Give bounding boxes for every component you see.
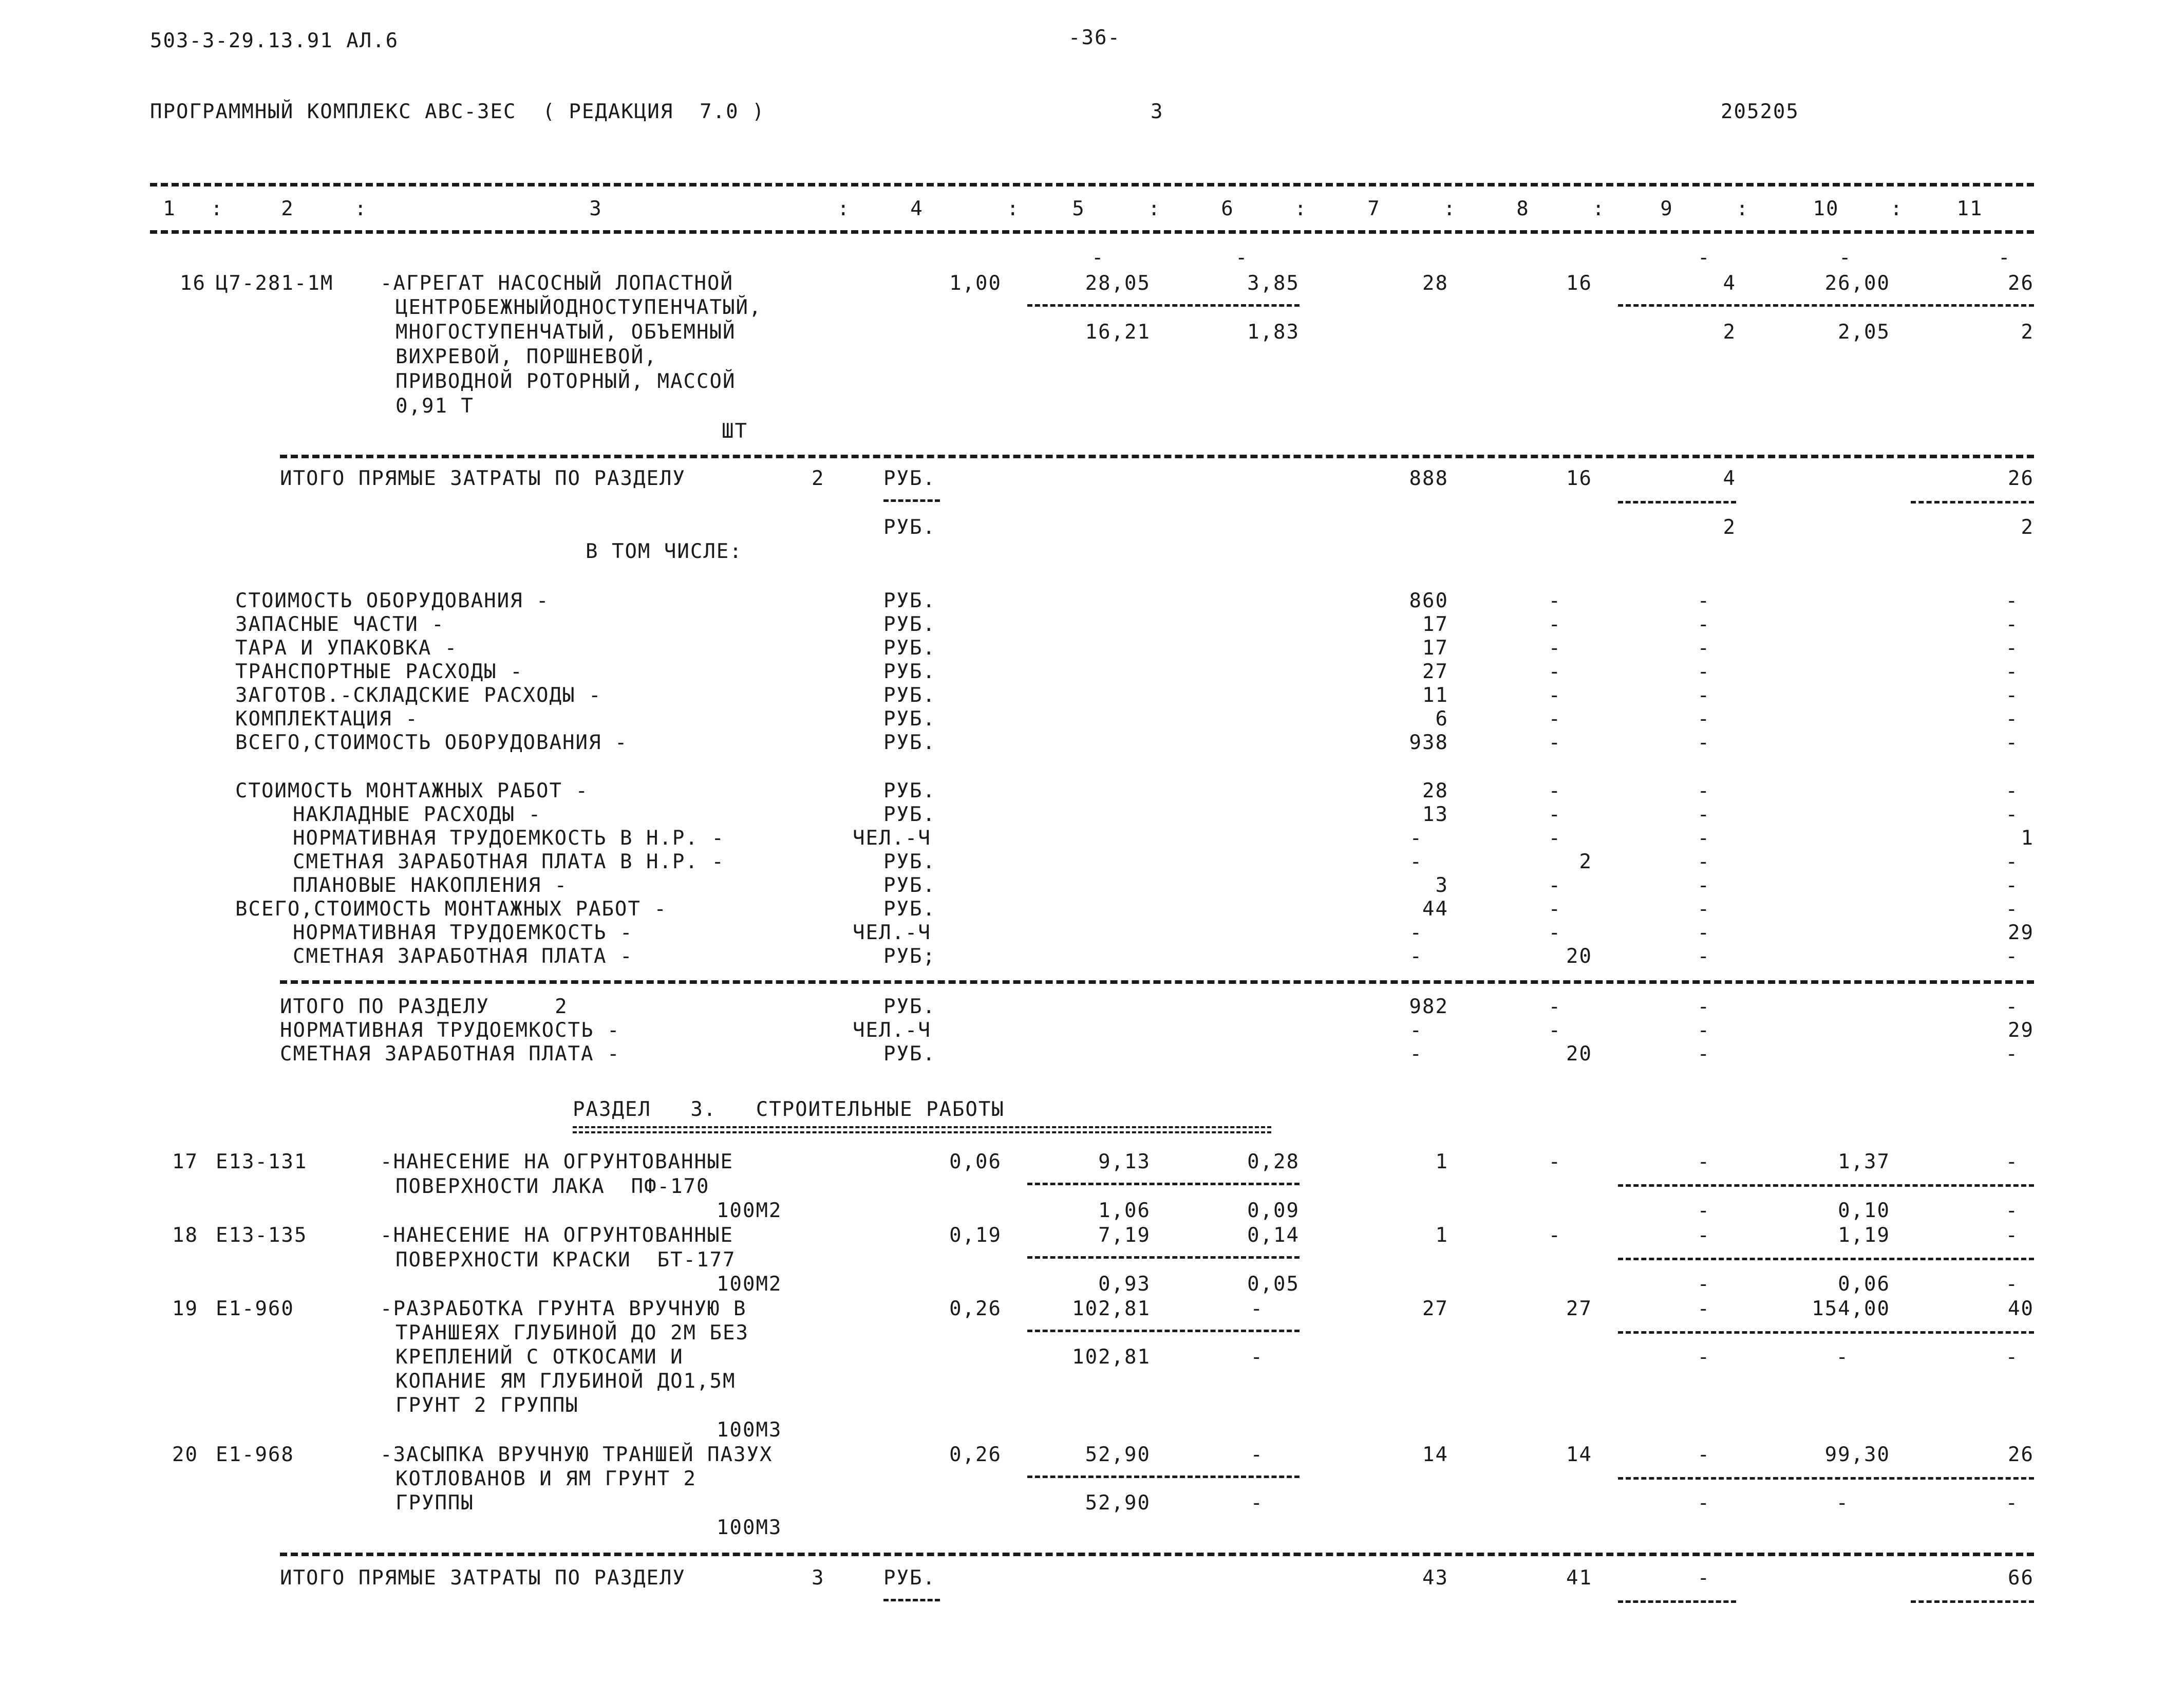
row-col8: 2 (1579, 850, 1592, 873)
cell-col5b: 102,81 (1072, 1346, 1151, 1369)
column-separator: : (211, 197, 224, 220)
section-title-underline (573, 1126, 1271, 1128)
row-col9: - (1697, 707, 1710, 731)
cell-col9b: - (1697, 1346, 1710, 1369)
row-col11: - (2005, 850, 2019, 873)
dash-mark: - (1839, 246, 1852, 269)
row-label: ВСЕГО,СТОИМОСТЬ МОНТАЖНЫХ РАБОТ - (235, 898, 667, 921)
item-name-line: 0,91 Т (396, 395, 474, 418)
cell-col11: 40 (2008, 1297, 2034, 1320)
row-col8: - (1548, 779, 1561, 802)
cell-col11b: 2 (2021, 321, 2034, 344)
row-unit: РУБ. (883, 589, 936, 612)
item-code: Ц7-281-1М (216, 272, 334, 295)
row-col9: - (1697, 731, 1710, 754)
row-col11: - (2005, 660, 2019, 683)
cell-col9b: 2 (1723, 321, 1736, 344)
column-separator: : (1007, 197, 1020, 220)
cell-col8: 27 (1566, 1297, 1592, 1320)
cell-col11b: - (2005, 1273, 2019, 1296)
row-col8: - (1548, 827, 1561, 850)
column-header: 9 (1660, 197, 1673, 220)
sub-rule (1618, 501, 1736, 503)
row-col8: - (1548, 684, 1561, 707)
sub-rule (1618, 1477, 2034, 1480)
rule-total2 (280, 455, 2034, 458)
row-col11: - (2005, 731, 2019, 754)
cell-col10: 99,30 (1824, 1443, 1890, 1466)
row-label: НОРМАТИВНАЯ ТРУДОЕМКОСТЬ В Н.Р. - (293, 827, 725, 850)
row-col11: - (2005, 803, 2019, 826)
row-col7: 44 (1422, 898, 1448, 921)
cell-col10b: 0,06 (1838, 1273, 1890, 1296)
row-col8: 20 (1566, 1042, 1592, 1066)
total-col7: 43 (1422, 1566, 1448, 1590)
dash-mark: - (1698, 246, 1711, 269)
rule-total3 (280, 1553, 2034, 1556)
cell-col6: - (1250, 1297, 1264, 1320)
sub-rule (1027, 304, 1300, 307)
row-col7: 11 (1422, 684, 1448, 707)
item-code: Е13-131 (216, 1150, 308, 1173)
total-label: ИТОГО ПРЯМЫЕ ЗАТРАТЫ ПО РАЗДЕЛУ (280, 1566, 686, 1590)
row-col9: - (1697, 660, 1710, 683)
row-label: КОМПЛЕКТАЦИЯ - (235, 707, 419, 731)
row-unit: РУБ; (883, 945, 936, 968)
item-code: Е1-960 (216, 1297, 294, 1320)
cell-col5: 7,19 (1098, 1224, 1151, 1247)
item-unit: 100М3 (717, 1418, 782, 1442)
row-col11: 29 (2008, 921, 2034, 944)
row-unit: РУБ. (883, 731, 936, 754)
cell-col6: 3,85 (1247, 272, 1300, 295)
cell-col7: 28 (1422, 272, 1448, 295)
row-col11: - (2005, 1042, 2019, 1066)
row-label: НОРМАТИВНАЯ ТРУДОЕМКОСТЬ - (280, 1019, 620, 1042)
cell-col9: - (1697, 1150, 1710, 1173)
total-col9: 4 (1723, 467, 1736, 490)
section-marker: 3 (1151, 100, 1164, 123)
total-unit: РУБ. (883, 1566, 936, 1590)
row-col9: - (1697, 1019, 1710, 1042)
cell-col5: 9,13 (1098, 1150, 1151, 1173)
row-col9: - (1697, 874, 1710, 897)
cell-col6b: 0,05 (1247, 1273, 1300, 1296)
item-unit: 100М2 (717, 1273, 782, 1296)
row-label: СМЕТНАЯ ЗАРАБОТНАЯ ПЛАТА - (293, 945, 633, 968)
row-col8: - (1548, 731, 1561, 754)
row-col7: - (1409, 1042, 1423, 1066)
cell-col9: 4 (1723, 272, 1736, 295)
item-unit: 100М2 (717, 1199, 782, 1222)
row-col7: 860 (1409, 589, 1448, 612)
item-number: 17 (172, 1150, 198, 1173)
item-name-line: ПОВЕРХНОСТИ ЛАКА ПФ-170 (396, 1175, 710, 1198)
cell-col8: - (1548, 1224, 1561, 1247)
total-col8: 41 (1566, 1566, 1592, 1590)
rule-section-total (280, 980, 2034, 984)
item-name-line: ГРУНТ 2 ГРУППЫ (396, 1394, 579, 1417)
total-col11b: 2 (2021, 516, 2034, 539)
cell-col10: 1,37 (1838, 1150, 1890, 1173)
row-col8: - (1548, 613, 1561, 636)
row-col8: - (1548, 803, 1561, 826)
row-col8: - (1548, 660, 1561, 683)
cell-col6: 0,28 (1247, 1150, 1300, 1173)
item-name-line: -НАНЕСЕНИЕ НА ОГРУНТОВАННЫЕ (380, 1150, 733, 1173)
cell-col7: 27 (1422, 1297, 1448, 1320)
total-col11: 26 (2008, 467, 2034, 490)
row-col7: - (1409, 850, 1423, 873)
cell-col9b: - (1697, 1491, 1710, 1515)
cell-col10: 154,00 (1812, 1297, 1890, 1320)
column-header: 5 (1072, 197, 1085, 220)
column-separator: : (1592, 197, 1606, 220)
row-col7: 982 (1409, 995, 1448, 1018)
cell-col8: 16 (1566, 272, 1592, 295)
row-col7: 938 (1409, 731, 1448, 754)
unit-underline (883, 499, 940, 502)
cell-qty: 0,26 (949, 1297, 1002, 1320)
item-name-line: ГРУППЫ (396, 1491, 474, 1515)
row-label: ТРАНСПОРТНЫЕ РАСХОДЫ - (235, 660, 523, 683)
cell-col7: 1 (1435, 1150, 1448, 1173)
cell-col9b: - (1697, 1199, 1710, 1222)
row-col7: 27 (1422, 660, 1448, 683)
row-label: СТОИМОСТЬ ОБОРУДОВАНИЯ - (235, 589, 550, 612)
cell-col10b: - (1836, 1491, 1849, 1515)
cell-col11: 26 (2008, 1443, 2034, 1466)
cell-qty: 0,26 (949, 1443, 1002, 1466)
item-unit: ШТ (722, 420, 748, 443)
cell-qty: 1,00 (949, 272, 1002, 295)
total-label: ИТОГО ПРЯМЫЕ ЗАТРАТЫ ПО РАЗДЕЛУ (280, 467, 686, 490)
row-unit: ЧЕЛ.-Ч (853, 1019, 931, 1042)
row-col9: - (1697, 945, 1710, 968)
row-col8: 20 (1566, 945, 1592, 968)
sub-rule (1911, 501, 2034, 503)
dash-mark: - (1998, 246, 2011, 269)
dash-mark: - (1091, 246, 1105, 269)
cell-col5b: 0,93 (1098, 1273, 1151, 1296)
total-section: 3 (812, 1566, 825, 1590)
total-col9b: 2 (1723, 516, 1736, 539)
unit-underline (883, 1599, 940, 1601)
cell-col10b: 0,10 (1838, 1199, 1890, 1222)
cell-col5: 102,81 (1072, 1297, 1151, 1320)
item-code: Е1-968 (216, 1443, 294, 1466)
rule-top (150, 183, 2034, 186)
row-col8: - (1548, 637, 1561, 660)
row-col7: 13 (1422, 803, 1448, 826)
row-col9: - (1697, 803, 1710, 826)
cell-col10b: 2,05 (1838, 321, 1890, 344)
row-col8: - (1548, 874, 1561, 897)
row-col7: - (1409, 945, 1423, 968)
sub-rule (1027, 1330, 1300, 1332)
row-unit: РУБ. (883, 898, 936, 921)
row-col7: 17 (1422, 637, 1448, 660)
row-label: ЗАПАСНЫЕ ЧАСТИ - (235, 613, 445, 636)
column-separator: : (1148, 197, 1161, 220)
row-label: ЗАГОТОВ.-СКЛАДСКИЕ РАСХОДЫ - (235, 684, 602, 707)
item-number: 18 (172, 1224, 198, 1247)
cell-col9: - (1697, 1297, 1710, 1320)
cell-col5b: 16,21 (1085, 321, 1151, 344)
row-unit: РУБ. (883, 684, 936, 707)
column-header: 3 (589, 197, 603, 220)
row-col11: - (2005, 945, 2019, 968)
cell-col11: - (2005, 1150, 2019, 1173)
row-col8: - (1548, 995, 1561, 1018)
row-unit: РУБ. (883, 660, 936, 683)
column-header: 7 (1367, 197, 1381, 220)
column-separator: : (1736, 197, 1749, 220)
row-col7: 17 (1422, 613, 1448, 636)
row-col7: 6 (1435, 707, 1448, 731)
row-col7: 3 (1435, 874, 1448, 897)
row-col9: - (1697, 589, 1710, 612)
sub-rule (1027, 1256, 1300, 1259)
rule-header-bottom (150, 230, 2034, 234)
cell-col8: 14 (1566, 1443, 1592, 1466)
row-col9: - (1697, 921, 1710, 944)
row-col9: - (1697, 684, 1710, 707)
total-section: 2 (812, 467, 825, 490)
cell-col6b: - (1250, 1346, 1264, 1369)
row-col9: - (1697, 613, 1710, 636)
row-col8: - (1548, 898, 1561, 921)
cell-col11b: - (2005, 1491, 2019, 1515)
column-header: 10 (1813, 197, 1839, 220)
column-separator: : (1443, 197, 1457, 220)
section-3-title: РАЗДЕЛ 3. СТРОИТЕЛЬНЫЕ РАБОТЫ (573, 1098, 1005, 1121)
item-number: 19 (172, 1297, 198, 1320)
cell-col6: - (1250, 1443, 1264, 1466)
cell-col9: - (1697, 1224, 1710, 1247)
sub-rule (1618, 1600, 1736, 1603)
program-title: ПРОГРАММНЫЙ КОМПЛЕКС АВС-3ЕС ( РЕДАКЦИЯ 7.0 ) (150, 100, 765, 123)
total-unit: РУБ. (883, 467, 936, 490)
cell-col5b: 52,90 (1085, 1491, 1151, 1515)
row-col11: 29 (2008, 1019, 2034, 1042)
item-name-line: КРЕПЛЕНИЙ С ОТКОСАМИ И (396, 1346, 684, 1369)
sub-rule (1027, 1476, 1300, 1478)
row-col8: - (1548, 921, 1561, 944)
row-col11: 1 (2021, 827, 2034, 850)
dash-mark: - (1235, 246, 1249, 269)
item-name-line: -РАЗРАБОТКА ГРУНТА ВРУЧНУЮ В (380, 1297, 747, 1320)
cell-col10: 1,19 (1838, 1224, 1890, 1247)
row-label: СТОИМОСТЬ МОНТАЖНЫХ РАБОТ - (235, 779, 589, 802)
cell-col6b: - (1250, 1491, 1264, 1515)
item-name-line: КОТЛОВАНОВ И ЯМ ГРУНТ 2 (396, 1467, 697, 1490)
row-unit: РУБ. (883, 874, 936, 897)
cell-col11b: - (2005, 1346, 2019, 1369)
row-label: СМЕТНАЯ ЗАРАБОТНАЯ ПЛАТА - (280, 1042, 620, 1066)
column-separator: : (1890, 197, 1904, 220)
row-col9: - (1697, 1042, 1710, 1066)
row-col9: - (1697, 779, 1710, 802)
row-unit: РУБ. (883, 779, 936, 802)
row-col8: - (1548, 589, 1561, 612)
total-col9: - (1697, 1566, 1710, 1590)
cell-col9: - (1697, 1443, 1710, 1466)
cell-col6: 0,14 (1247, 1224, 1300, 1247)
row-label: СМЕТНАЯ ЗАРАБОТНАЯ ПЛАТА В Н.Р. - (293, 850, 725, 873)
row-unit: РУБ. (883, 707, 936, 731)
cell-qty: 0,19 (949, 1224, 1002, 1247)
including-label: В ТОМ ЧИСЛЕ: (586, 540, 743, 563)
row-unit: РУБ. (883, 613, 936, 636)
item-name-line: ТРАНШЕЯХ ГЛУБИНОЙ ДО 2М БЕЗ (396, 1321, 749, 1345)
row-label: НАКЛАДНЫЕ РАСХОДЫ - (293, 803, 542, 826)
cell-col7: 14 (1422, 1443, 1448, 1466)
item-name-line: -НАНЕСЕНИЕ НА ОГРУНТОВАННЫЕ (380, 1224, 733, 1247)
item-name-line: КОПАНИЕ ЯМ ГЛУБИНОЙ ДО1,5М (396, 1370, 736, 1393)
sub-rule (1911, 1600, 2034, 1603)
sub-rule (1027, 1183, 1300, 1185)
item-code: Е13-135 (216, 1224, 308, 1247)
row-unit: РУБ. (883, 637, 936, 660)
item-number: 16 (180, 272, 206, 295)
cell-col8: - (1548, 1150, 1561, 1173)
cell-col6b: 0,09 (1247, 1199, 1300, 1222)
column-header: 2 (281, 197, 294, 220)
page-number: -36- (1068, 26, 1121, 49)
cell-col11: - (2005, 1224, 2019, 1247)
row-unit: РУБ. (883, 1042, 936, 1066)
row-unit: ЧЕЛ.-Ч (853, 921, 931, 944)
row-unit: РУБ. (883, 995, 936, 1018)
row-col11: - (2005, 898, 2019, 921)
column-header: 1 (163, 197, 176, 220)
row-unit: РУБ. (883, 803, 936, 826)
item-name-line: ЦЕНТРОБЕЖНЫЙОДНОСТУПЕНЧАТЫЙ, (396, 296, 762, 319)
total-unit-b: РУБ. (883, 516, 936, 539)
cell-col7: 1 (1435, 1224, 1448, 1247)
item-number: 20 (172, 1443, 198, 1466)
column-header: 11 (1956, 197, 1983, 220)
total-col7: 888 (1409, 467, 1448, 490)
row-col11: - (2005, 613, 2019, 636)
column-separator: : (1294, 197, 1308, 220)
row-col11: - (2005, 874, 2019, 897)
row-label: ИТОГО ПО РАЗДЕЛУ 2 (280, 995, 568, 1018)
row-unit: РУБ. (883, 850, 936, 873)
row-label: ПЛАНОВЫЕ НАКОПЛЕНИЯ - (293, 874, 568, 897)
section-title-underline (573, 1131, 1271, 1133)
cell-col10: 26,00 (1824, 272, 1890, 295)
item-name-line: ПОВЕРХНОСТИ КРАСКИ БТ-177 (396, 1248, 736, 1272)
row-label: ТАРА И УПАКОВКА - (235, 637, 458, 660)
item-name-line: МНОГОСТУПЕНЧАТЫЙ, ОБЪЕМНЫЙ (396, 321, 736, 344)
row-col11: - (2005, 637, 2019, 660)
sub-rule (1618, 1331, 2034, 1334)
row-col8: - (1548, 1019, 1561, 1042)
cell-qty: 0,06 (949, 1150, 1002, 1173)
row-col8: - (1548, 707, 1561, 731)
cell-col11: 26 (2008, 272, 2034, 295)
item-unit: 100М3 (717, 1516, 782, 1539)
row-col11: - (2005, 684, 2019, 707)
item-name-line: ВИХРЕВОЙ, ПОРШНЕВОЙ, (396, 345, 657, 368)
row-col9: - (1697, 850, 1710, 873)
total-col11: 66 (2008, 1566, 2034, 1590)
cell-col9b: - (1697, 1273, 1710, 1296)
row-col7: - (1409, 921, 1423, 944)
sub-rule (1618, 1258, 2034, 1260)
row-label: ВСЕГО,СТОИМОСТЬ ОБОРУДОВАНИЯ - (235, 731, 628, 754)
row-col9: - (1697, 995, 1710, 1018)
column-header: 4 (910, 197, 924, 220)
column-header: 8 (1516, 197, 1530, 220)
cell-col11b: - (2005, 1199, 2019, 1222)
row-col9: - (1697, 827, 1710, 850)
row-col11: - (2005, 995, 2019, 1018)
document-number: 205205 (1721, 100, 1799, 123)
cell-col6b: 1,83 (1247, 321, 1300, 344)
sub-rule (1618, 1184, 2034, 1187)
total-col8: 16 (1566, 467, 1592, 490)
cell-col5: 28,05 (1085, 272, 1151, 295)
cell-col10b: - (1836, 1346, 1849, 1369)
item-name-line: -ЗАСЫПКА ВРУЧНУЮ ТРАНШЕЙ ПАЗУХ (380, 1443, 773, 1466)
row-col11: - (2005, 707, 2019, 731)
cell-col5: 52,90 (1085, 1443, 1151, 1466)
row-col7: - (1409, 1019, 1423, 1042)
cell-col5b: 1,06 (1098, 1199, 1151, 1222)
column-separator: : (354, 197, 368, 220)
column-separator: : (837, 197, 851, 220)
row-col9: - (1697, 637, 1710, 660)
sub-rule (1618, 304, 2034, 307)
row-col7: - (1409, 827, 1423, 850)
row-col11: - (2005, 779, 2019, 802)
row-col7: 28 (1422, 779, 1448, 802)
document-code: 503-3-29.13.91 АЛ.6 (150, 29, 399, 52)
item-name-line: ПРИВОДНОЙ РОТОРНЫЙ, МАССОЙ (396, 370, 736, 393)
item-name-line: -АГРЕГАТ НАСОСНЫЙ ЛОПАСТНОЙ (380, 272, 733, 295)
row-col9: - (1697, 898, 1710, 921)
column-header: 6 (1221, 197, 1234, 220)
row-unit: ЧЕЛ.-Ч (853, 827, 931, 850)
row-label: НОРМАТИВНАЯ ТРУДОЕМКОСТЬ - (293, 921, 633, 944)
row-col11: - (2005, 589, 2019, 612)
